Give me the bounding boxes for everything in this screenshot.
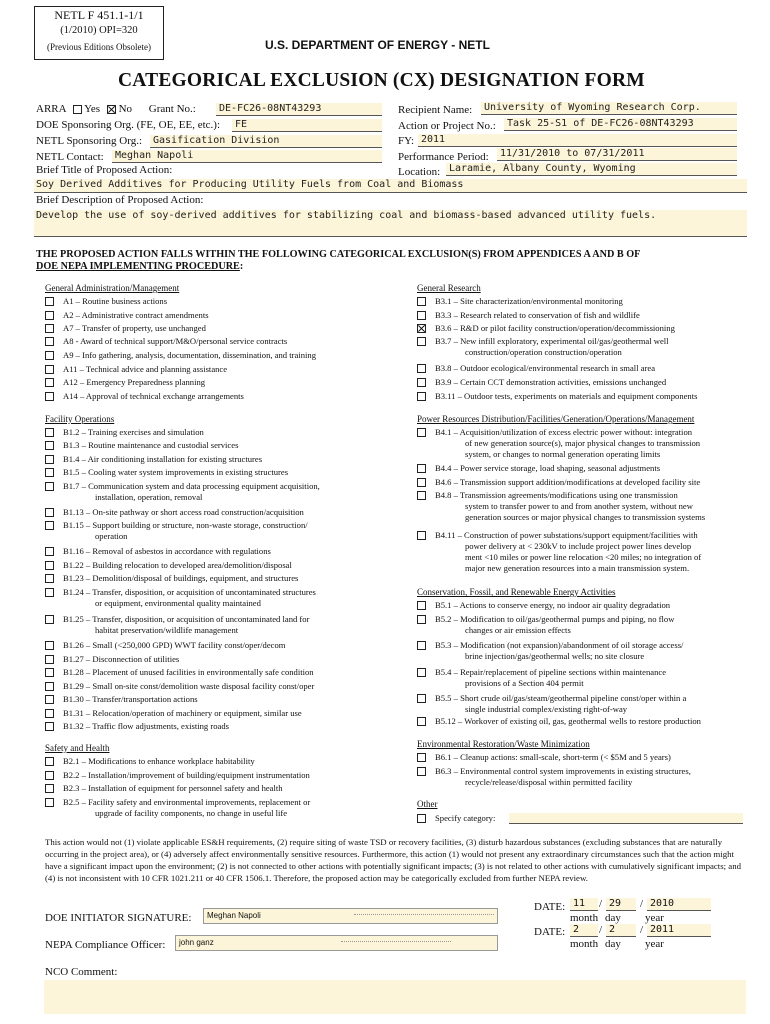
date2-year-caption: year: [645, 938, 664, 950]
category-label-continuation: of new generation source(s), major physical changes to transmission: [465, 438, 701, 448]
category-label-continuation: habitat preservation/wildlife management: [95, 625, 239, 635]
category-checkbox[interactable]: [45, 655, 54, 664]
category-label: B2.3 – Installation of equipment for personnel safety and health: [63, 783, 283, 793]
nco-comment-label: NCO Comment:: [45, 966, 118, 978]
location-label: Location:: [398, 166, 441, 178]
category-label: A12 – Emergency Preparedness planning: [63, 377, 206, 387]
category-label: A14 – Approval of technical exchange arrangements: [63, 391, 244, 401]
date1-month-caption: month: [570, 912, 599, 924]
category-label: B5.1 – Actions to conserve energy, no indoor air quality degradation: [435, 600, 671, 610]
category-label: B1.29 – Small on-site const/demolition waste disposal facility const/oper: [63, 681, 315, 691]
category-checkbox[interactable]: [45, 771, 54, 780]
category-label: B4.1 – Acquisition/utilization of excess electric power without: integration: [435, 427, 693, 437]
category-checkbox[interactable]: [45, 615, 54, 624]
category-checkbox[interactable]: [45, 695, 54, 704]
category-checkbox[interactable]: [417, 337, 426, 346]
initiator-signature-name: Meghan Napoli: [207, 911, 261, 920]
right-section-title-1: Power Resources Distribution/Facilities/Generation/Operations/Management: [417, 414, 695, 424]
date2-day-caption: day: [605, 938, 621, 950]
category-checkbox[interactable]: [417, 324, 426, 333]
period-field[interactable]: 11/31/2010 to 07/31/2011: [497, 148, 737, 161]
category-label: B3.8 – Outdoor ecological/environmental research in small area: [435, 363, 656, 373]
category-label-continuation: changes or air emission effects: [465, 625, 571, 635]
category-checkbox[interactable]: [417, 428, 426, 437]
arra-label: ARRA: [36, 103, 66, 115]
category-label: B6.1 – Cleanup actions: small-scale, short-term (< $5M and 5 years): [435, 752, 671, 762]
proposed-heading-colon: :: [239, 261, 244, 272]
date2-year[interactable]: 2011: [647, 924, 711, 937]
brief-desc-label: Brief Description of Proposed Action:: [36, 194, 204, 206]
period-label: Performance Period:: [398, 151, 489, 163]
officer-label: NEPA Compliance Officer:: [45, 939, 166, 951]
category-checkbox[interactable]: [45, 311, 54, 320]
exclusion-statement: This action would not (1) violate applicable ES&H requirements, (2) require siting of waste TSD or recovery facilities, (3) disturb hazardous substances (excluding substances that are naturally occurring in the project area), or (4) adversely affect environmentally sensitive resources. Furthermore, this action (1) would not present any extraordinary circumstances such that the action might have a significant impact upon the environment; (2) is not connected to other actions with potentially significant impacts; (3) is not related to other actions with cumulatively significant impacts; and (4) is not inconsistent with 10 CFR 1021.211 or 40 CFR 1506.1. Therefore, the proposed action may be categorically excluded from further NEPA review.: [45, 837, 741, 883]
category-checkbox[interactable]: [45, 324, 54, 333]
left-section-title-0: General Administration/Management: [45, 283, 180, 293]
arra-no-label: No: [118, 103, 133, 115]
date1-year[interactable]: 2010: [647, 898, 711, 911]
date2-month[interactable]: 2: [570, 924, 598, 937]
right-section-title-0: General Research: [417, 283, 481, 293]
category-checkbox[interactable]: [417, 464, 426, 473]
category-label: B1.7 – Communication system and data processing equipment acquisition,: [63, 481, 320, 491]
category-checkbox[interactable]: [45, 521, 54, 530]
doe-org-label: DOE Sponsoring Org. (FE, OE, EE, etc.):: [36, 119, 221, 131]
date1-year-caption: year: [645, 912, 664, 924]
category-checkbox[interactable]: [45, 574, 54, 583]
arra-yes-label: Yes: [84, 103, 101, 115]
category-label-continuation: power delivery at < 230kV to include project power lines develop: [465, 541, 692, 551]
initiator-label: DOE INITIATOR SIGNATURE:: [45, 912, 192, 924]
category-checkbox[interactable]: [417, 694, 426, 703]
category-label: B1.32 – Traffic flow adjustments, existing roads: [63, 721, 229, 731]
category-label: B1.30 – Transfer/transportation actions: [63, 694, 198, 704]
category-label-continuation: single industrial complex/existing right-of-way: [465, 704, 628, 714]
category-label: B4.11 – Construction of power substations/support equipment/facilities with: [435, 530, 698, 540]
category-checkbox[interactable]: [45, 482, 54, 491]
netl-contact-field[interactable]: Meghan Napoli: [112, 150, 382, 163]
category-label-continuation: system, or changes to normal generation operating limits: [465, 449, 661, 459]
category-label-continuation: provisions of a Section 404 permit: [465, 678, 584, 688]
category-checkbox[interactable]: [417, 814, 426, 823]
category-label: B1.13 – On-site pathway or short access road construction/acquisition: [63, 507, 304, 517]
category-label-continuation: ment <10 miles or power line relocation <20 miles; no integration of: [465, 552, 702, 562]
date1-sep2: /: [640, 898, 644, 910]
category-label: A7 – Transfer of property, use unchanged: [63, 323, 206, 333]
category-label: B1.24 – Transfer, disposition, or acquisition of uncontaminated structures: [63, 587, 316, 597]
category-label: B1.26 – Small (<250,000 GPD) WWT facility const/oper/decom: [63, 640, 286, 650]
date2-label: DATE:: [534, 926, 566, 938]
category-checkbox[interactable]: [417, 478, 426, 487]
category-checkbox[interactable]: [417, 753, 426, 762]
category-label-continuation: system to transfer power to and from another system, without new: [465, 501, 693, 511]
arra-yes-checkbox[interactable]: [73, 105, 82, 114]
category-checkbox[interactable]: [45, 468, 54, 477]
brief-title-field[interactable]: Soy Derived Additives for Producing Utility Fuels from Coal and Biomass: [34, 179, 747, 193]
category-checkbox[interactable]: [45, 365, 54, 374]
category-label: A2 – Administrative contract amendments: [63, 310, 209, 320]
category-checkbox[interactable]: [45, 428, 54, 437]
date1-label: DATE:: [534, 901, 566, 913]
date1-month[interactable]: 11: [570, 898, 598, 911]
category-checkbox[interactable]: [45, 641, 54, 650]
category-checkbox[interactable]: [45, 668, 54, 677]
category-label: B1.22 – Building relocation to developed area/demolition/disposal: [63, 560, 292, 570]
category-label: B2.5 – Facility safety and environmental improvements, replacement or: [63, 797, 311, 807]
category-checkbox[interactable]: [45, 351, 54, 360]
category-label: B3.9 – Certain CCT demonstration activities, emissions unchanged: [435, 377, 667, 387]
category-label: A1 – Routine business actions: [63, 296, 168, 306]
right-section-title-4: Other: [417, 799, 438, 809]
category-label: B4.4 – Power service storage, load shaping, seasonal adjustments: [435, 463, 661, 473]
category-label: A11 – Technical advice and planning assistance: [63, 364, 228, 374]
category-label-continuation: or equipment, environmental quality maintained: [95, 598, 261, 608]
category-label: B5.3 – Modification (not expansion)/abandonment of oil storage access/: [435, 640, 684, 650]
category-checkbox[interactable]: [417, 364, 426, 373]
date2-sep2: /: [640, 924, 644, 936]
category-checkbox[interactable]: [417, 767, 426, 776]
category-label: B1.28 – Placement of unused facilities in environmentally safe condition: [63, 667, 314, 677]
category-label: B1.23 – Demolition/disposal of buildings, equipment, and structures: [63, 573, 299, 583]
right-section-title-2: Conservation, Fossil, and Renewable Energy Activities: [417, 587, 616, 597]
specify-category-field[interactable]: [509, 813, 743, 824]
agency-name: U.S. DEPARTMENT OF ENERGY - NETL: [265, 38, 490, 52]
left-section-title-1: Facility Operations: [45, 414, 115, 424]
category-checkbox[interactable]: [417, 601, 426, 610]
category-label: B1.31 – Relocation/operation of machinery or equipment, similar use: [63, 708, 302, 718]
category-label: A8 - Award of technical support/M&O/personal service contracts: [63, 336, 288, 346]
netl-org-field[interactable]: Gasification Division: [150, 135, 382, 148]
grant-label: Grant No.:: [148, 103, 196, 115]
category-label: B2.2 – Installation/improvement of building/equipment instrumentation: [63, 770, 310, 780]
category-checkbox[interactable]: [45, 378, 54, 387]
action-label: Action or Project No.:: [398, 120, 496, 132]
category-label-continuation: major new generation resources into a main transmission system.: [465, 563, 690, 573]
category-label-continuation: construction/operation construction/operation: [465, 347, 622, 357]
officer-signature-name: john ganz: [179, 938, 214, 947]
category-label: B5.2 – Modification to oil/gas/geothermal pumps and piping, no flow: [435, 614, 675, 624]
category-label: B5.5 – Short crude oil/gas/steam/geothermal pipeline const/oper within a: [435, 693, 687, 703]
category-checkbox[interactable]: [45, 757, 54, 766]
category-checkbox[interactable]: [45, 337, 54, 346]
category-checkbox[interactable]: [45, 441, 54, 450]
category-checkbox[interactable]: [45, 722, 54, 731]
category-label-continuation: brine injection/gas/geothermal wells; no site closure: [465, 651, 645, 661]
left-section-title-2: Safety and Health: [45, 743, 110, 753]
netl-contact-label: NETL Contact:: [36, 151, 104, 163]
action-field[interactable]: Task 25-S1 of DE-FC26-08NT43293: [504, 118, 737, 131]
proposed-heading-line1: THE PROPOSED ACTION FALLS WITHIN THE FOLLOWING CATEGORICAL EXCLUSION(S) FROM APPENDICES A AND B OF: [36, 249, 641, 260]
date2-sep1: /: [599, 924, 603, 936]
brief-title-label: Brief Title of Proposed Action:: [36, 164, 173, 176]
category-label: B1.25 – Transfer, disposition, or acquisition of uncontaminated land for: [63, 614, 310, 624]
category-label-continuation: installation, operation, removal: [95, 492, 203, 502]
category-label: B1.4 – Air conditioning installation for existing structures: [63, 454, 263, 464]
category-checkbox[interactable]: [45, 392, 54, 401]
category-label: B2.1 – Modifications to enhance workplace habitability: [63, 756, 255, 766]
form-title: CATEGORICAL EXCLUSION (CX) DESIGNATION FORM: [118, 70, 645, 91]
form-revision: (1/2010) OPI=320: [60, 25, 138, 36]
fy-label: FY:: [398, 135, 415, 147]
category-checkbox[interactable]: [45, 682, 54, 691]
category-checkbox[interactable]: [417, 378, 426, 387]
category-checkbox[interactable]: [45, 588, 54, 597]
category-label: B3.3 – Research related to conservation of fish and wildlife: [435, 310, 640, 320]
brief-desc-field[interactable]: Develop the use of soy-derived additives for stabilizing coal and biomass-based advanced utility fuels.: [34, 210, 747, 237]
category-label-continuation: upgrade of facility components, no change in useful life: [95, 808, 288, 818]
category-checkbox[interactable]: [45, 455, 54, 464]
category-checkbox[interactable]: [417, 392, 426, 401]
category-checkbox[interactable]: [45, 798, 54, 807]
category-label: B1.5 – Cooling water system improvements in existing structures: [63, 467, 289, 477]
category-label-continuation: operation: [95, 531, 128, 541]
doe-org-field[interactable]: FE: [232, 119, 382, 132]
category-label: B1.15 – Support building or structure, non-waste storage, construction/: [63, 520, 308, 530]
category-checkbox[interactable]: [45, 709, 54, 718]
location-field[interactable]: Laramie, Albany County, Wyoming: [446, 163, 737, 176]
proposed-action-heading: [36, 249, 756, 273]
category-label: B3.6 – R&D or pilot facility construction/operation/decommissioning: [435, 323, 675, 333]
category-checkbox[interactable]: [417, 311, 426, 320]
officer-signature-field[interactable]: [175, 935, 498, 951]
category-checkbox[interactable]: [417, 531, 426, 540]
nco-comment-field[interactable]: [44, 980, 746, 1014]
form-obsolete-note: (Previous Editions Obsolete): [47, 42, 151, 52]
recipient-field[interactable]: University of Wyoming Research Corp.: [481, 102, 737, 115]
proposed-heading-line2: DOE NEPA IMPLEMENTING PROCEDURE: [36, 261, 240, 272]
category-checkbox[interactable]: [417, 641, 426, 650]
category-label: B5.4 – Repair/replacement of pipeline sections within maintenance: [435, 667, 667, 677]
netl-org-label: NETL Sponsoring Org.:: [36, 135, 143, 147]
officer-signature-stamp: [341, 941, 451, 943]
date1-day[interactable]: 29: [606, 898, 636, 911]
date2-day[interactable]: 2: [606, 924, 636, 937]
category-label: A9 – Info gathering, analysis, documentation, dissemination, and training: [63, 350, 316, 360]
category-checkbox[interactable]: [417, 717, 426, 726]
category-label: B1.27 – Disconnection of utilities: [63, 654, 180, 664]
category-checkbox[interactable]: [45, 297, 54, 306]
date1-day-caption: day: [605, 912, 621, 924]
category-label: B5.12 – Workover of existing oil, gas, geothermal wells to restore production: [435, 716, 701, 726]
grant-number-field[interactable]: DE-FC26-08NT43293: [216, 103, 382, 116]
category-checkbox[interactable]: [45, 508, 54, 517]
recipient-label: Recipient Name:: [398, 104, 473, 116]
category-checkbox[interactable]: [45, 561, 54, 570]
category-label-continuation: recycle/release/disposal within permitted facility: [465, 777, 633, 787]
category-label: B3.11 – Outdoor tests, experiments on materials and equipment components: [435, 391, 698, 401]
category-label: B1.3 – Routine maintenance and custodial services: [63, 440, 239, 450]
category-label: Specify category:: [435, 813, 496, 823]
category-checkbox[interactable]: [45, 547, 54, 556]
category-label: B1.16 – Removal of asbestos in accordance with regulations: [63, 546, 271, 556]
date1-sep1: /: [599, 898, 603, 910]
category-checkbox[interactable]: [417, 491, 426, 500]
date2-month-caption: month: [570, 938, 599, 950]
category-checkbox[interactable]: [45, 784, 54, 793]
form-number: NETL F 451.1-1/1: [54, 8, 144, 22]
category-label: B3.1 – Site characterization/environmental monitoring: [435, 296, 623, 306]
category-label: B6.3 – Environmental control system improvements in existing structures,: [435, 766, 691, 776]
category-label: B4.6 – Transmission support addition/modifications at developed facility site: [435, 477, 701, 487]
initiator-signature-stamp: [354, 914, 494, 916]
category-label-continuation: generation sources or major physical changes to transmission systems: [465, 512, 706, 522]
category-label: B4.8 – Transmission agreements/modifications using one transmission: [435, 490, 678, 500]
category-checkbox[interactable]: [417, 297, 426, 306]
arra-row: [36, 103, 196, 115]
form-id-box: [34, 6, 164, 60]
fy-field[interactable]: 2011: [418, 134, 737, 147]
right-section-title-3: Environmental Restoration/Waste Minimization: [417, 739, 590, 749]
category-checkbox[interactable]: [417, 615, 426, 624]
category-label: B1.2 – Training exercises and simulation: [63, 427, 204, 437]
category-label: B3.7 – New infill exploratory, experimental oil/gas/geothermal well: [435, 336, 669, 346]
category-checkbox[interactable]: [417, 668, 426, 677]
initiator-signature-field[interactable]: [203, 908, 498, 924]
arra-no-checkbox[interactable]: [107, 105, 116, 114]
